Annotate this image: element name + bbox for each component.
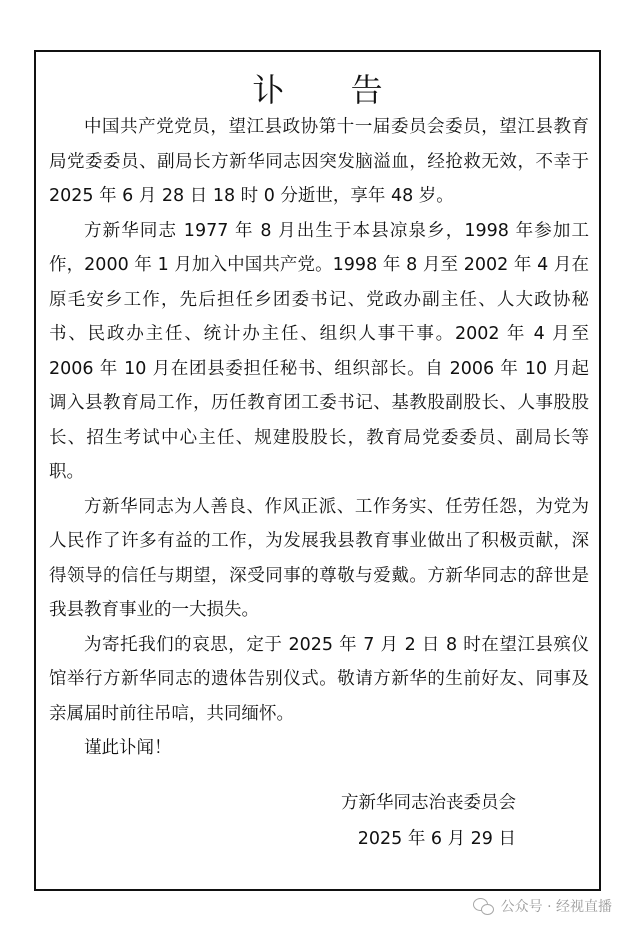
- notice-title: 讣 告: [252, 71, 411, 109]
- watermark: [473, 896, 612, 916]
- obituary-notice: [34, 50, 601, 891]
- paragraph-evaluation: 方新华同志为人善良、作风正派、工作务实、任劳任怨，为党为人民作了许多有益的工作，为发展我县教育事业做出了积极贡献，深得领导的信任与期望，深受同事的尊敬与爱戴。方新华同志的辞世是我县教育事业的一大损失。: [49, 496, 589, 620]
- paragraph-biography: 方新华同志 1977 年 8 月出生于本县凉泉乡，1998 年参加工作，2000 年 1 月加入中国共产党。1998 年 8 月至 2002 年 4 月在原毛安乡工作，先后担任乡团委书记、党政办副主任、人大政协秘书、民政办主任、统计办主任、组织人事干事。2002 年 4 月至 2006 年 10 月在团县委担任秘书、组织部长。自 2006 年 10 月起调入县教育局工作，历任教育团工委书记、基教股副股长、人事股股长、招生考试中心主任、规建股股长，教育局党委委员、副局长等职。: [49, 220, 589, 482]
- paragraph-ceremony: 为寄托我们的哀思，定于 2025 年 7 月 2 日 8 时在望江县殡仪馆举行方新华同志的遗体告别仪式。敬请方新华的生前好友、同事及亲属届时前往吊唁，共同缅怀。: [49, 634, 589, 724]
- paragraph-intro: 中国共产党党员，望江县政协第十一届委员会委员，望江县教育局党委委员、副局长方新华同志因突发脑溢血，经抢救无效，不幸于 2025 年 6 月 28 日 18 时 0 分逝世，享年 48 岁。: [49, 117, 589, 206]
- watermark-text: 公众号 · 经视直播: [500, 899, 612, 915]
- signature-committee: 方新华同志治丧委员会: [341, 793, 516, 813]
- notice-body: [49, 110, 589, 766]
- wechat-icon: [473, 897, 495, 915]
- signature-date: 2025 年 6 月 29 日: [357, 829, 516, 849]
- paragraph-closing: 谨此讣闻！: [84, 738, 172, 758]
